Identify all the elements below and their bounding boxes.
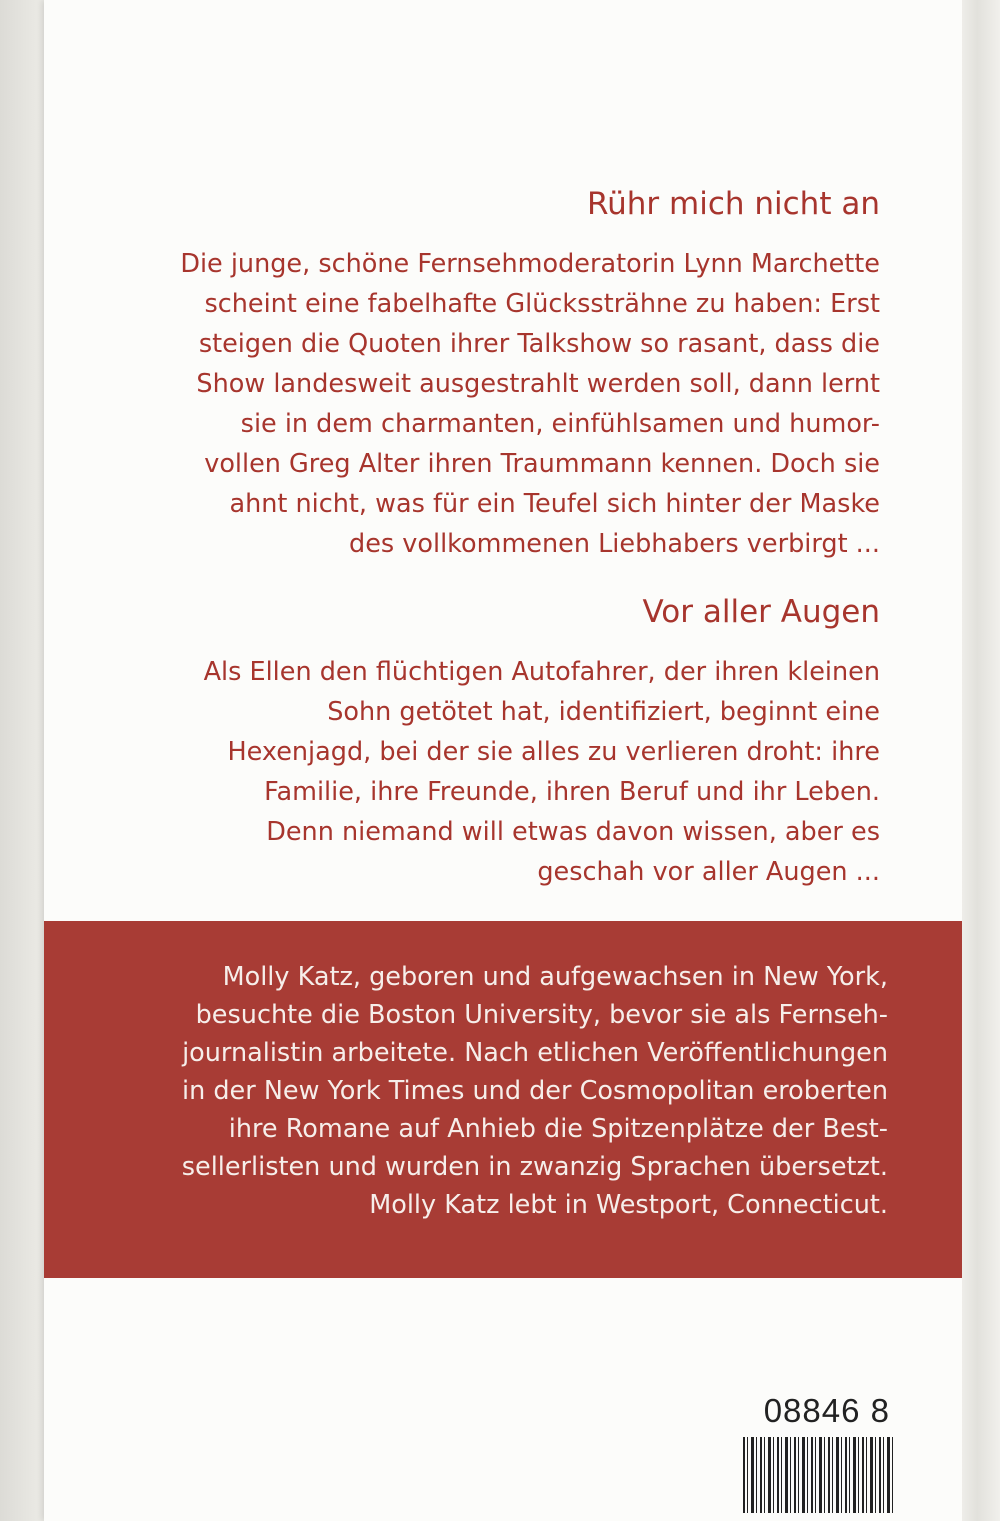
bio-line: Molly Katz lebt in Westport, Connecticut. [369, 1190, 888, 1220]
bio-line: ihre Romane auf Anhieb die Spitzenplätze der Best- [228, 1114, 888, 1144]
blurb-title-1: Rühr mich nicht an [586, 186, 880, 222]
blurb-line: Die junge, schöne Fernsehmoderatorin Lynn Marchette [180, 249, 880, 279]
bio-line: sellerlisten und wurden in zwanzig Sprachen übersetzt. [181, 1152, 888, 1182]
blurb-line: sie in dem charmanten, einfühlsamen und humor- [240, 409, 880, 439]
bio-line: besuchte die Boston University, bevor sie als Fernseh- [195, 1000, 888, 1030]
blurb-section-1 [140, 184, 880, 564]
blurb-line: geschah vor aller Augen ... [537, 857, 880, 887]
blurb-line: des vollkommenen Liebhabers verbirgt ... [349, 529, 880, 559]
blurb-title-2: Vor aller Augen [642, 594, 880, 630]
blurb-line: ahnt nicht, was für ein Teufel sich hinter der Maske [229, 489, 880, 519]
blurb-line: steigen die Quoten ihrer Talkshow so rasant, dass die [198, 329, 880, 359]
author-bio-band [44, 921, 962, 1278]
author-bio [182, 958, 888, 1224]
bio-line: in der New York Times und der Cosmopolitan eroberten [182, 1076, 888, 1106]
blurb-line: scheint eine fabelhafte Glückssträhne zu haben: Erst [204, 289, 880, 319]
blurb-section-2 [140, 592, 880, 892]
bio-line: journalistin arbeitete. Nach etlichen Veröffentlichungen [182, 1038, 888, 1068]
blurb-line: Sohn getötet hat, identifiziert, beginnt eine [327, 697, 880, 727]
blurb-line: Als Ellen den flüchtigen Autofahrer, der ihren kleinen [203, 657, 880, 687]
blurb-line: Hexenjagd, bei der sie alles zu verlieren droht: ihre [227, 737, 880, 767]
cover-left-edge [0, 0, 44, 1521]
blurb-line: Show landesweit ausgestrahlt werden soll, dann lernt [196, 369, 880, 399]
isbn-number: 08846 8 [763, 1392, 890, 1429]
bio-line: Molly Katz, geboren und aufgewachsen in New York, [222, 962, 888, 992]
blurb-line: vollen Greg Alter ihren Traummann kennen. Doch sie [204, 449, 880, 479]
blurb-line: Familie, ihre Freunde, ihren Beruf und ihr Leben. [264, 777, 880, 807]
blurb-line: Denn niemand will etwas davon wissen, aber es [266, 817, 880, 847]
barcode-icon [743, 1437, 893, 1513]
cover-spine-edge [962, 0, 1000, 1521]
